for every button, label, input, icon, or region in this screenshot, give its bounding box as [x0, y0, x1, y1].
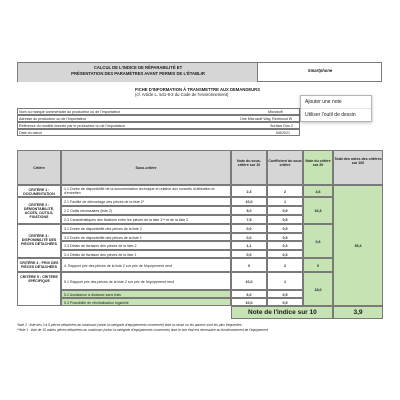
sub-criterion: 1.1 Durée de disponibilité de la documentation technique et relative aux conseils d'utilisation et d'entretien	[61, 185, 231, 197]
group-name: CRITÈRE 1 : DOCUMENTATION	[17, 185, 61, 197]
sub-criterion: 2.2 Outils nécessaires (liste 2)	[61, 206, 231, 215]
sub-criterion: 5.3 Possibilité de réinitialisation logicielle	[61, 298, 231, 306]
col-header-note-crit: Note du critère sur 20	[303, 150, 333, 185]
criterion-score: 18,0	[303, 272, 333, 306]
header-title-line2: PRÉSENTATION DES PARAMÈTRES AVANT PERMIS DE L'ÉTABLIR	[71, 71, 205, 76]
sub-score: 0,0	[231, 224, 267, 233]
col-header-sous-critere: Sous-critère	[61, 150, 231, 185]
info-table	[17, 108, 300, 138]
criterion-score: 0,6	[303, 224, 333, 258]
sub-score: 7,5	[231, 215, 267, 224]
coefficient: 2	[267, 185, 303, 197]
category-label: Smartphone	[307, 68, 333, 73]
add-note-menu-item[interactable]: Ajouter une note	[301, 96, 371, 109]
coefficient: 2	[267, 258, 303, 272]
info-value: One Microsoft Way, Redmond W	[240, 117, 293, 121]
sub-score: 5,0	[231, 206, 267, 215]
sub-criterion: 5.2 Assistance à distance sans frais	[61, 290, 231, 298]
sub-score: 1,1	[231, 241, 267, 250]
coefficient: 0,3	[267, 250, 303, 259]
fiche-title: FICHE D'INFORMATION À TRANSMETTRE AUX DEMANDEURS	[135, 87, 260, 92]
coefficient: 0,3	[267, 241, 303, 250]
sub-criterion: 3.3 Délais de livraison des pièces de la liste 2	[61, 241, 231, 250]
sub-criterion: 5.1 Rapport prix des pièces de la liste 2 sur prix de l'équipement neuf	[61, 272, 231, 290]
coefficient: 1	[267, 272, 303, 290]
col-header-total: Total des notes des critères sur 100	[333, 150, 383, 185]
sub-score: 10,0	[231, 197, 267, 206]
criterion-score: 16,3	[303, 197, 333, 224]
sub-score: 10,0	[231, 272, 267, 290]
info-row	[17, 129, 300, 136]
sub-criterion: 2.1 Facilité de démontage des pièces de la liste 2*	[61, 197, 231, 206]
footnote-2: **liste 1 : liste de 10 autres pièces détachées au maximum (selon la catégorie d'équipements concernée) dont le bon état est nécessaire au fonctionnement de l'équipement	[17, 328, 268, 332]
sub-criterion: 3.1 Durée de disponibilité des pièces de la liste 2	[61, 224, 231, 233]
info-row	[17, 115, 300, 122]
coefficient: 0,5	[267, 224, 303, 233]
sub-criterion: 3.4 Délais de livraison des pièces de la liste 1	[61, 250, 231, 259]
sub-score: 6,0	[231, 290, 267, 298]
info-value: Surface Duo 2	[270, 124, 293, 128]
col-header-coef: Coefficient du sous critère	[267, 150, 303, 185]
sub-score: 2,3	[231, 185, 267, 197]
sub-score: 0,0	[231, 233, 267, 242]
sub-score: 0,0	[231, 250, 267, 259]
score-table	[17, 150, 383, 321]
group-name: CRITÈRE 2 : DÉMONTABILITÉ, ACCÈS, OUTILS, FIXATIONS	[17, 197, 61, 224]
final-label: Note de l'indice sur 10	[231, 306, 333, 319]
coefficient: 0,5	[267, 206, 303, 215]
header-box	[17, 62, 382, 82]
info-value: 6/8/2021	[276, 131, 290, 135]
group-name: CRITÈRE 3 : DISPONIBILITÉ DES PIÈCES DÉTACHÉES	[17, 224, 61, 258]
info-row	[17, 108, 300, 115]
criterion-score: 0	[303, 258, 333, 272]
coefficient: 0,5	[267, 290, 303, 298]
coefficient: 0,5	[267, 298, 303, 306]
info-label: Référence du modèle donnée par le producteur ou de l'importateur	[19, 124, 126, 128]
coefficient: 1	[267, 197, 303, 206]
sub-criterion: 3.2 Durée de disponibilité des pièces de la liste 1	[61, 233, 231, 242]
info-value: Microsoft	[268, 110, 283, 114]
group-name: CRITÈRE 5 : CRITÈRE SPÉCIFIQUE	[17, 272, 61, 306]
group-name: CRITÈRE 4 : PRIX DES PIÈCES DÉTACHÉES	[17, 258, 61, 272]
col-header-critere: Critère	[17, 150, 61, 185]
footnote-1: *liste 2 : liste des 3 à 5 pièces détachées au maximum (selon la catégorie d'équipements concernée) dont la casse ou les pannes sont les plus fréquentes ;	[17, 323, 244, 327]
sub-score: 0	[231, 258, 267, 272]
info-label: Nom ou marque commerciale du producteur ou de l'importateur	[19, 110, 120, 114]
criterion-score: 4,6	[303, 185, 333, 197]
col-header-note-sous: Note du sous-critère sur 10	[231, 150, 267, 185]
info-row	[17, 122, 300, 129]
sub-score: 10,0	[231, 298, 267, 306]
coefficient: 0,5	[267, 233, 303, 242]
info-label: Adresse du producteur ou de l'importateur	[19, 117, 87, 121]
sub-criterion: 2.3 Caractéristiques des fixations entre les pièces de la liste 1** et de la liste 2	[61, 215, 231, 224]
drawing-tool-menu-item[interactable]: Utiliser l'outil de dessin	[305, 112, 356, 118]
fiche-subtitle: (cf. Article L. 541-9-2 du Code de l'environnement)	[135, 92, 229, 97]
context-menu	[300, 95, 372, 122]
final-score: 3,9	[333, 306, 383, 319]
header-title-line1: CALCUL DE L'INDICE DE RÉPARABILITÉ ET	[93, 65, 183, 70]
info-label: Date du calcul	[19, 131, 42, 135]
coefficient: 0,5	[267, 215, 303, 224]
total-score: 39,4	[333, 185, 383, 306]
sub-criterion: 4. Rapport prix des pièces de la liste 2 sur prix de l'équipement neuf	[61, 258, 231, 272]
